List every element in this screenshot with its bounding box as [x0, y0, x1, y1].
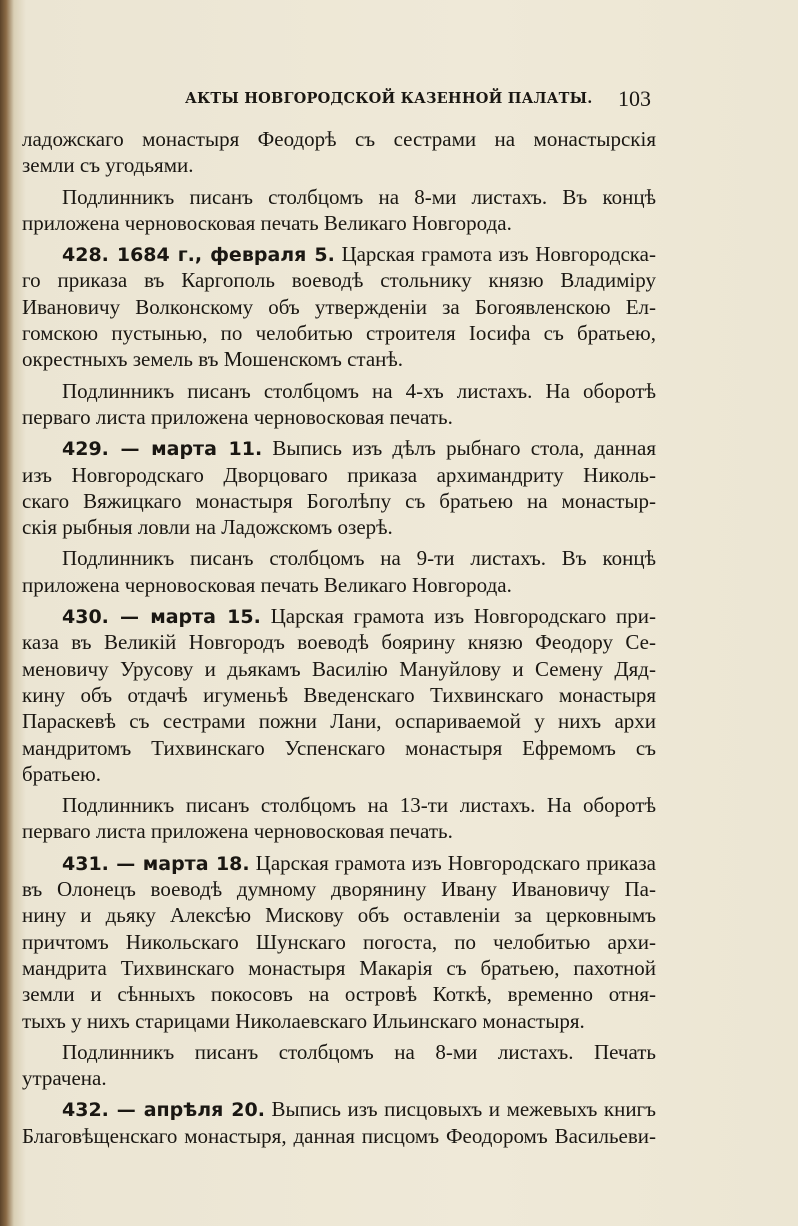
entry-432-heading: 432. — апрѣля 20. [62, 1099, 265, 1122]
page-body [22, 126, 656, 1149]
text-line: Благовѣщенскаго монастыря, данная писцомъ Феодоромъ Васильеви- [22, 1123, 656, 1148]
entry-429-heading: 429. — марта 11. [62, 438, 263, 461]
entry-428-first-line [22, 241, 656, 267]
text-line: Подлинникъ писанъ столбцомъ на 13-ти листахъ. На оборотѣ [62, 793, 656, 818]
text-line: братьею. [22, 761, 101, 786]
text-line: гомскою пустынью, по челобитью строителя Іосифа съ братьею, [22, 321, 656, 346]
entry-430-text: Царская грамота изъ Новгородскаго при- [270, 604, 657, 629]
text-line: Подлинникъ писанъ столбцомъ на 4-хъ листахъ. На оборотѣ [62, 378, 656, 403]
text-line: причтомъ Никольскаго Шунскаго погоста, по челобитью архи- [22, 929, 656, 954]
entry-430-first-line [22, 603, 656, 629]
text-line: Ивановичу Волконскому объ утвержденіи за Богоявленскою Ел- [22, 294, 656, 319]
text-line: меновичу Урусову и дьякамъ Василію Мануйлову и Семену Дяд- [22, 656, 656, 681]
entry-429-text: Выпись изъ дѣлъ рыбнаго стола, данная [272, 436, 656, 461]
text-line: Подлинникъ писанъ столбцомъ на 9-ти листахъ. Въ концѣ [62, 546, 656, 571]
text-line: въ Олонецъ воеводѣ думному дворянину Ивану Ивановичу Па- [22, 877, 656, 902]
text-line: изъ Новгородскаго Дворцоваго приказа архимандриту Николь- [22, 462, 656, 487]
text-line: нину и дьяку Алексѣю Мискову объ оставленіи за церковнымъ [22, 903, 656, 928]
text-line: мандритомъ Тихвинскаго Успенскаго монастыря Ефремомъ съ [22, 735, 656, 760]
text-line: перваго листа приложена черновосковая печать. [22, 819, 453, 844]
text-line: приложена черновосковая печать Великаго Новгорода. [22, 572, 512, 597]
text-line: каза въ Великій Новгородъ воеводѣ боярину князю Феодору Се- [22, 630, 656, 655]
page-number: 103 [618, 86, 651, 111]
running-title: АКТЫ НОВГОРОДСКОЙ КАЗЕННОЙ ПАЛАТЫ. [185, 90, 593, 107]
text-line: утрачена. [22, 1066, 107, 1091]
text-line: кину объ отдачѣ игуменьѣ Введенскаго Тихвинскаго монастыря [22, 682, 656, 707]
text-line: приложена черновосковая печать Великаго Новгорода. [22, 210, 512, 235]
entry-431-first-line [22, 850, 656, 876]
entry-432-text: Выпись изъ писцовыхъ и межевыхъ книгъ [271, 1097, 657, 1122]
text-line: земли и сѣнныхъ покосовъ на островѣ Коткѣ, временно отня- [22, 982, 656, 1007]
entry-428-text: Царская грамота изъ Новгородска- [341, 242, 656, 267]
text-line: Подлинникъ писанъ столбцомъ на 8-ми листахъ. Печать [62, 1039, 656, 1064]
entry-429-first-line [22, 435, 656, 461]
text-line: скаго Вяжицкаго монастыря Боголѣпу съ братьею на монастыр- [22, 488, 656, 513]
text-line: мандрита Тихвинскаго монастыря Макарія съ братьею, пахотной [22, 955, 656, 980]
text-line: го приказа въ Каргополь воеводѣ стольнику князю Владиміру [22, 268, 656, 293]
entry-431-heading: 431. — марта 18. [62, 852, 250, 875]
text-line: Параскевѣ съ сестрами пожни Лани, оспариваемой у нихъ архи [22, 709, 656, 734]
page-header [0, 86, 798, 112]
text-line: ладожскаго монастыря Феодорѣ съ сестрами на монастырскія [22, 127, 656, 151]
entry-431-text: Царская грамота изъ Новгородскаго приказа [255, 850, 656, 875]
entry-430-heading: 430. — марта 15. [62, 606, 261, 629]
text-line: перваго листа приложена черновосковая печать. [22, 404, 453, 429]
entry-432-first-line [22, 1096, 656, 1122]
entry-428-heading: 428. 1684 г., февраля 5. [62, 244, 335, 267]
text-line: Подлинникъ писанъ столбцомъ на 8-ми листахъ. Въ концѣ [62, 184, 656, 209]
text-line: тыхъ у нихъ старицами Николаевскаго Ильинскаго монастыря. [22, 1008, 585, 1033]
text-line: окрестныхъ земель въ Мошенскомъ станѣ. [22, 347, 404, 372]
text-line: скія рыбныя ловли на Ладожскомъ озерѣ. [22, 515, 393, 540]
text-line: земли съ угодьями. [22, 153, 194, 178]
